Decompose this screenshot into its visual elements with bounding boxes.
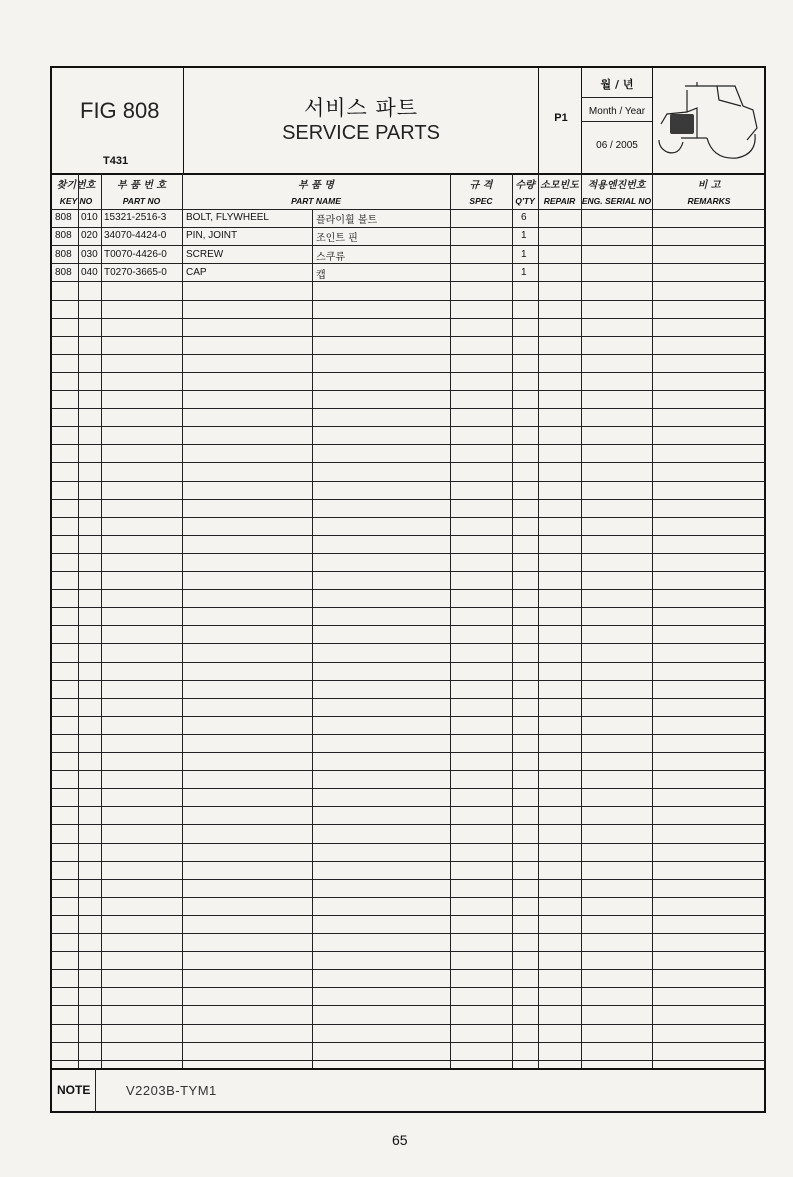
key-no-2: 020 [81, 230, 98, 241]
part-name-ko: 캡 [316, 270, 326, 281]
row-rule [51, 824, 765, 825]
key-no-2: 040 [81, 267, 98, 278]
row-rule [51, 861, 765, 862]
row-rule [51, 788, 765, 789]
col-part-no: PART NO [122, 196, 161, 206]
note-label: NOTE [57, 1083, 91, 1097]
col-repair: REPAIR [543, 196, 576, 206]
header-divider [652, 66, 653, 173]
row-rule [51, 752, 765, 753]
row-rule [51, 499, 765, 500]
row-rule [51, 969, 765, 970]
row-rule [51, 372, 765, 373]
part-no: 34070-4424-0 [104, 230, 167, 241]
row-rule [51, 1060, 765, 1061]
key-no-1: 808 [55, 249, 72, 260]
row-rule [51, 897, 765, 898]
header-divider [581, 121, 652, 122]
part-name-ko: 스쿠류 [316, 252, 345, 263]
row-rule [51, 227, 765, 228]
engine-highlight [670, 114, 694, 134]
part-name-en: PIN, JOINT [186, 230, 238, 241]
row-rule [51, 933, 765, 934]
col-spec-ko: 규 격 [469, 180, 493, 191]
month-year-label: Month / Year [588, 106, 646, 117]
key-no-1: 808 [55, 267, 72, 278]
col-key-no-ko: 찾기번호 [56, 180, 96, 191]
key-no-2: 030 [81, 249, 98, 260]
part-no: 15321-2516-3 [104, 212, 167, 223]
note-divider [95, 1068, 96, 1113]
row-rule [51, 354, 765, 355]
row-rule [51, 915, 765, 916]
row-rule [51, 951, 765, 952]
col-repair-ko: 소모빈도 [540, 180, 579, 191]
col-eng-serial: ENG. SERIAL NO [581, 196, 652, 206]
row-rule [51, 481, 765, 482]
row-rule [51, 987, 765, 988]
row-rule [51, 209, 765, 210]
row-rule [51, 553, 765, 554]
row-rule [51, 770, 765, 771]
row-rule [51, 625, 765, 626]
header-bottom-rule [50, 173, 766, 175]
quantity: 1 [521, 249, 527, 260]
row-rule [51, 263, 765, 264]
row-rule [51, 879, 765, 880]
row-rule [51, 336, 765, 337]
row-rule [51, 426, 765, 427]
row-rule [51, 607, 765, 608]
row-rule [51, 643, 765, 644]
row-rule [51, 517, 765, 518]
row-rule [51, 390, 765, 391]
row-rule [51, 281, 765, 282]
column-divider [312, 209, 313, 1068]
tractor-icon [657, 78, 762, 163]
note-top-rule [50, 1068, 766, 1070]
month-year-label-korean: 월 / 년 [600, 78, 634, 91]
row-rule [51, 571, 765, 572]
month-year-value: 06 / 2005 [596, 140, 638, 151]
col-remarks: REMARKS [687, 196, 731, 206]
quantity: 1 [521, 230, 527, 241]
col-spec: SPEC [469, 196, 493, 206]
row-rule [51, 1042, 765, 1043]
row-rule [51, 300, 765, 301]
col-remarks-ko: 비 고 [697, 180, 721, 191]
col-key-no: KEY NO [59, 196, 93, 206]
part-no: T0070-4426-0 [104, 249, 167, 260]
key-no-1: 808 [55, 212, 72, 223]
col-part-no-ko: 부 품 번 호 [116, 180, 167, 191]
quantity: 1 [521, 267, 527, 278]
quantity: 6 [521, 212, 527, 223]
header-divider [581, 97, 652, 98]
header-divider [183, 66, 184, 173]
col-qty: Q'TY [515, 196, 535, 206]
row-rule [51, 680, 765, 681]
row-rule [51, 589, 765, 590]
row-rule [51, 1005, 765, 1006]
row-rule [51, 662, 765, 663]
page-label: P1 [554, 112, 568, 124]
row-rule [51, 462, 765, 463]
model-label: T431 [103, 155, 129, 167]
row-rule [51, 408, 765, 409]
figure-label: FIG 808 [80, 98, 160, 123]
key-no-2: 010 [81, 212, 98, 223]
part-name-en: CAP [186, 267, 207, 278]
part-no: T0270-3665-0 [104, 267, 167, 278]
part-name-ko: 조인트 핀 [316, 233, 358, 244]
title-korean: 서비스 파트 [303, 96, 419, 120]
col-part-name: PART NAME [291, 196, 341, 206]
row-rule [51, 734, 765, 735]
row-rule [51, 444, 765, 445]
col-qty-ko: 수량 [515, 180, 535, 191]
title-english: SERVICE PARTS [282, 122, 440, 144]
row-rule [51, 716, 765, 717]
part-name-en: SCREW [186, 249, 224, 260]
row-rule [51, 535, 765, 536]
part-name-ko: 플라이휠 볼트 [316, 215, 378, 226]
note-value: V2203B-TYM1 [126, 1083, 217, 1098]
row-rule [51, 806, 765, 807]
row-rule [51, 1024, 765, 1025]
row-rule [51, 698, 765, 699]
col-part-name-ko: 부 품 명 [298, 180, 334, 191]
row-rule [51, 245, 765, 246]
col-eng-serial-ko: 적용엔진번호 [587, 180, 646, 191]
key-no-1: 808 [55, 230, 72, 241]
row-rule [51, 318, 765, 319]
part-name-en: BOLT, FLYWHEEL [186, 212, 269, 223]
page-number: 65 [392, 1132, 408, 1148]
row-rule [51, 843, 765, 844]
header-divider [538, 66, 539, 173]
